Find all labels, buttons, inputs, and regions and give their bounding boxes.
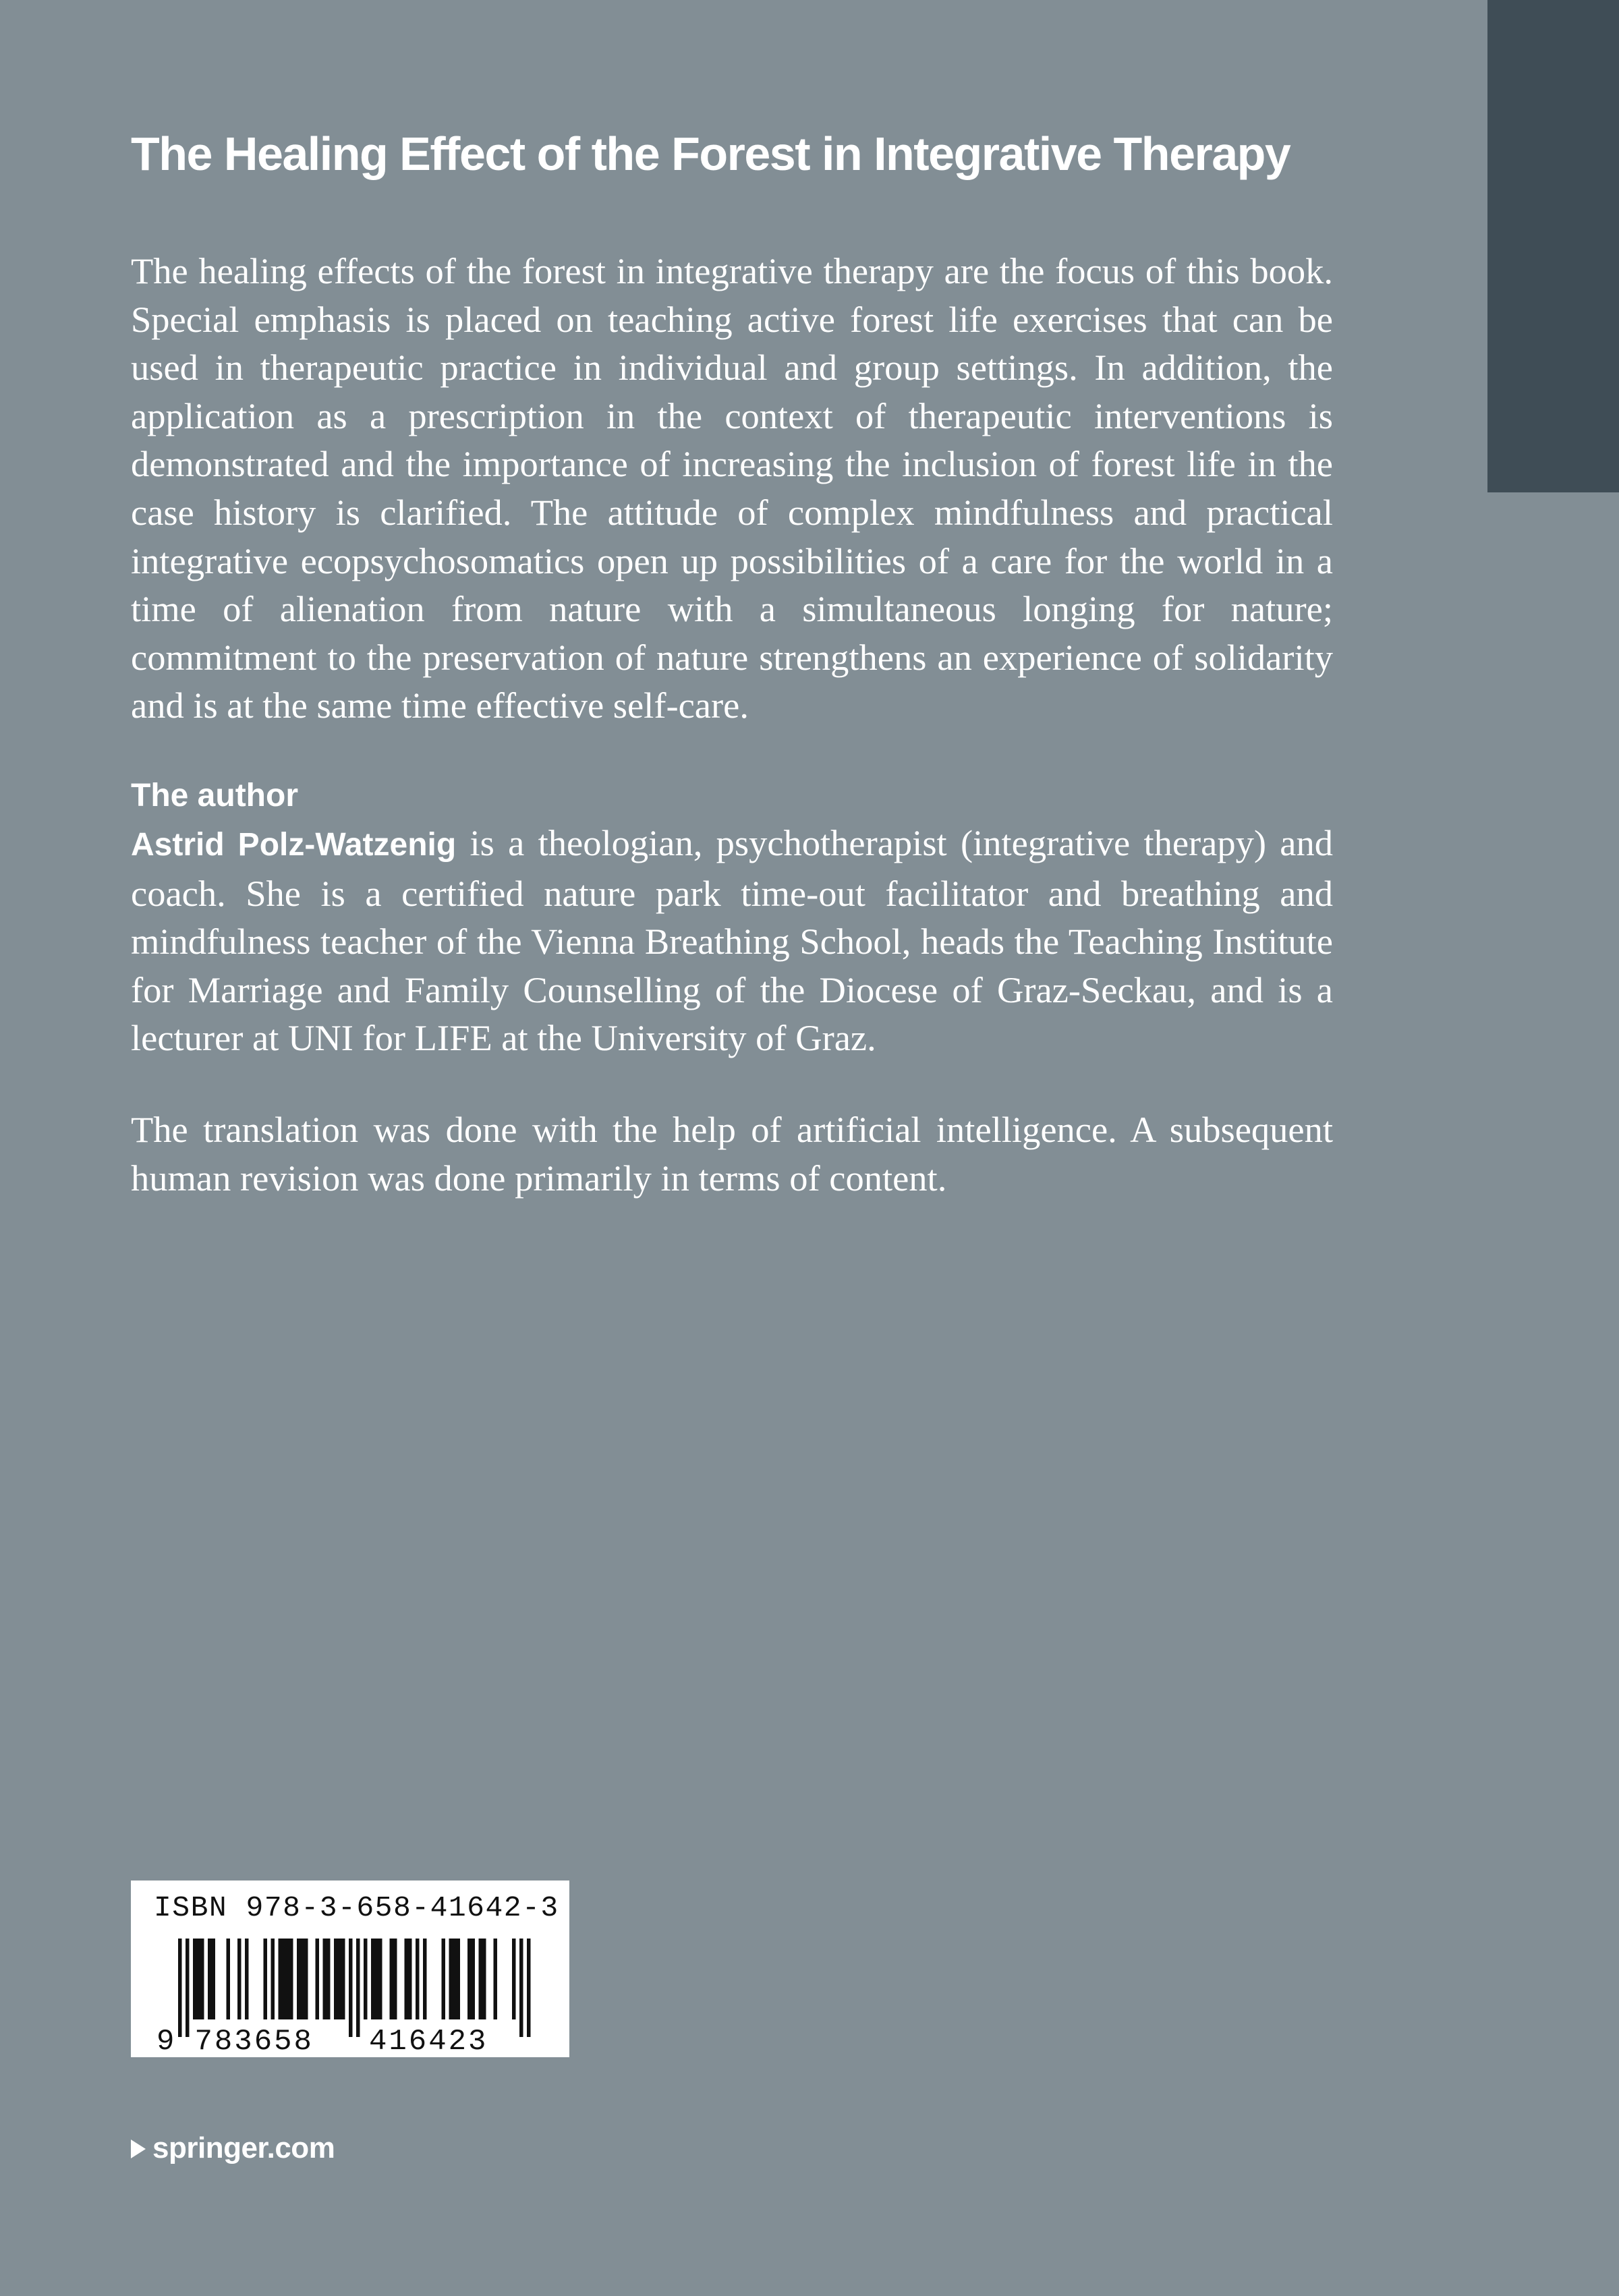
isbn-barcode-box: [131, 1881, 569, 2057]
barcode-bar: [442, 1939, 446, 2019]
spine-color-tab: [1487, 0, 1619, 492]
barcode-bar: [227, 1939, 231, 2019]
barcode-bar: [390, 1939, 397, 2019]
barcode-bar: [334, 1939, 345, 2019]
barcode-bar: [245, 1939, 249, 2019]
author-bio-paragraph: [131, 819, 1333, 1062]
barcode-guard-bar: [178, 1939, 182, 2037]
book-description: The healing effects of the forest in integrative therapy are the focus of this book. Special emphasis is placed on teaching active forest life exercises that can be used in therapeutic practice in individual and group settings. In addition, the application as a prescription in the context of therapeutic interventions is demonstrated and the importance of increasing the inclusion of forest life in the case history is clarified. The attitude of complex mindfulness and practical integrative ecopsychosomatics open up possibilities of a care for the world in a time of alienation from nature with a simultaneous longing for nature; commitment to the preservation of nature strengthens an experience of solidarity and is at the same time effective self-care.: [131, 250, 1333, 726]
barcode-bar: [193, 1939, 204, 2019]
barcode-bar: [479, 1939, 486, 2019]
author-name: Astrid Polz-Watzenig: [131, 826, 457, 863]
publisher-link[interactable]: [131, 2131, 335, 2165]
barcode-bar: [279, 1939, 293, 2019]
author-heading: The author: [131, 777, 298, 813]
barcode-bar: [467, 1939, 475, 2019]
barcode-first-digit: 9: [157, 2025, 177, 2057]
isbn-label: ISBN 978-3-658-41642-3: [154, 1891, 559, 1924]
barcode-bar: [316, 1939, 320, 2019]
translation-note: The translation was done with the help of artificial intelligence. A subsequent human revision was done primarily in terms of content.: [131, 1108, 1333, 1199]
barcode-bar: [323, 1939, 331, 2019]
author-bio: is a theologian, psychotherapist (integrative therapy) and coach. She is a certified nature park time-out facilitator and breathing and mindfulness teacher of the Vienna Breathing School, heads the Teaching Institute for Marriage and Family Counselling of the Diocese of Graz-Seckau, and is a lecturer at UNI for LIFE at the University of Graz.: [131, 822, 1333, 1059]
barcode-left-digits: 783658: [194, 2025, 314, 2057]
barcode-guard-bar: [186, 1939, 190, 2037]
barcode-guard-bar: [527, 1939, 531, 2037]
spacer: [131, 1062, 1333, 1106]
book-title: The Healing Effect of the Forest in Integrative Therapy: [131, 127, 1290, 180]
barcode-guard-bar: [349, 1939, 353, 2037]
cover-text: [131, 121, 1333, 1202]
barcode-guard-bar: [519, 1939, 523, 2037]
barcode-bar: [271, 1939, 275, 2019]
barcode-right-digits: 416423: [369, 2025, 488, 2057]
barcode-bar: [423, 1939, 427, 2019]
spacer: [131, 730, 1333, 773]
barcode-bar: [264, 1939, 268, 2019]
barcode-bar: [297, 1939, 308, 2019]
publisher-website: springer.com: [152, 2131, 335, 2164]
barcode-bar: [364, 1939, 368, 2019]
barcode-bar: [512, 1939, 516, 2019]
barcode-bar: [449, 1939, 461, 2019]
triangle-right-icon: [131, 2140, 146, 2158]
barcode-bar: [405, 1939, 412, 2019]
barcode-guard-bar: [356, 1939, 360, 2037]
barcode-bar: [208, 1939, 215, 2019]
barcode-bar: [494, 1939, 498, 2019]
barcode-bar: [237, 1939, 242, 2019]
barcode-bar: [416, 1939, 420, 2019]
barcode-bar: [371, 1939, 382, 2019]
barcode: [131, 1881, 569, 2057]
